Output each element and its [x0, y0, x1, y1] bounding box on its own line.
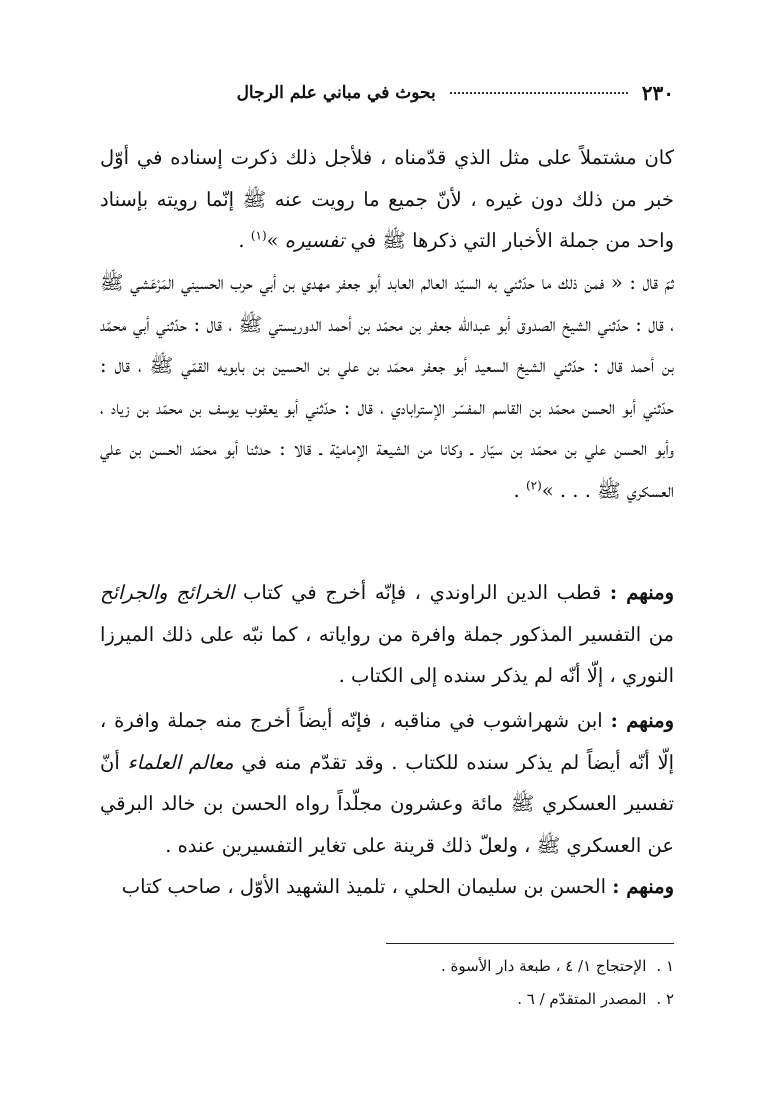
- paragraph-5-lead: ومنهم :: [612, 875, 674, 898]
- paragraph-4: [100, 700, 674, 866]
- paragraph-1-text: كان مشتملاً على مثل الذي قدّمناه ، فلأجل ذلك ذكرت إسناده في أوّل خبر من ذلك دون غيره ، لأنّ جميع ما رويت عنه ﷺ إنّما رويته بإسناد واحد من جملة الأخبار التي ذكرها ﷺ في: [100, 146, 674, 253]
- paragraph-4-lead: ومنهم :: [610, 709, 674, 732]
- paragraph-1: [100, 137, 674, 262]
- paragraph-4-text-a: ابن شهراشوب في مناقبه ، فإنّه أيضاً أخرج منه جملة وافرة ، إلّا أنّه أيضاً لم يذكر سنده للكتاب . وقد تقدّم منه في: [100, 709, 674, 774]
- footnote-2-text: المصدر المتقدّم / ٦ .: [517, 990, 647, 1008]
- footnote-ref-1: (١): [250, 228, 267, 243]
- paragraph-5: [100, 866, 674, 908]
- footnote-1-number: ١ .: [656, 957, 674, 975]
- page-header: [98, 78, 674, 108]
- footnote-separator: [386, 943, 674, 944]
- book-title-maalim: معالم العلماء: [127, 750, 234, 774]
- paragraph-3: [100, 572, 674, 697]
- book-title-tafsir: تفسيره: [284, 229, 345, 253]
- paragraph-2-text: ثمّ قال : « فمن ذلك ما حدّثني به السيّد العالم العابد أبو جعفر مهدي بن أبي حرب الحسيني المَرْعَشي ﷺ ، قال : حدّثني الشيخ الصدوق أبو عبدالله جعفر بن محمّد بن أحمد الدوريستي ﷺ ، قال : حدّثني أبي محمّد بن أحمد قال : حدّثني الشيخ السعيد أبو جعفر محمّد بن علي بن الحسين بن بابويه القمّي ﷺ ، قال : حدّثني أبو الحسن محمّد بن القاسم المفسّر الإسترابادي ، قال : حدّثني أبو يعقوب يوسف بن محمّد بن زياد ، وأبو الحسن علي بن محمّد بن سيّار ـ وكانا من الشيعة الإماميّة ـ قالا : حدثنا أبو محمّد الحسن بن علي العسكري ﷺ . . . »: [100, 271, 674, 502]
- paragraph-1-quote-close: »: [266, 229, 285, 253]
- footnote-ref-2: (٢): [525, 478, 542, 493]
- header-leader-dots: [450, 92, 628, 94]
- footnote-2-number: ٢ .: [656, 990, 674, 1008]
- paragraph-5-text: الحسن بن سليمان الحلي ، تلميذ الشهيد الأوّل ، صاحب كتاب: [121, 875, 613, 898]
- paragraph-4-text-b: أنّ تفسير العسكري ﷺ مائة وعشرون مجلّداً رواه الحسن بن خالد البرقي عن العسكري ﷺ ، ولعلّ ذلك قرينة على تغاير التفسيرين عنده .: [100, 750, 674, 857]
- running-title: بحوث في مباني علم الرجال: [236, 83, 436, 103]
- page-number: ٢٣٠: [641, 81, 674, 105]
- paragraph-2-end: .: [513, 478, 526, 502]
- paragraph-3-text-a: قطب الدين الراوندي ، فإنّه أخرج في كتاب: [234, 581, 610, 604]
- book-title-kharaij: الخرائج والجرائح: [100, 581, 235, 604]
- footnote-1: [300, 956, 674, 976]
- footnote-1-text: الإحتجاج ١/ ٤ ، طبعة دار الأسوة .: [441, 957, 647, 975]
- paragraph-2: [100, 262, 674, 512]
- paragraph-3-text-b: من التفسير المذكور جملة وافرة من رواياته ، كما نبّه على ذلك الميرزا النوري ، إلّا أنّه لم يذكر سنده إلى الكتاب .: [100, 622, 674, 688]
- paragraph-3-lead: ومنهم :: [609, 581, 674, 604]
- footnote-2: [300, 989, 674, 1009]
- paragraph-1-end: .: [238, 229, 251, 253]
